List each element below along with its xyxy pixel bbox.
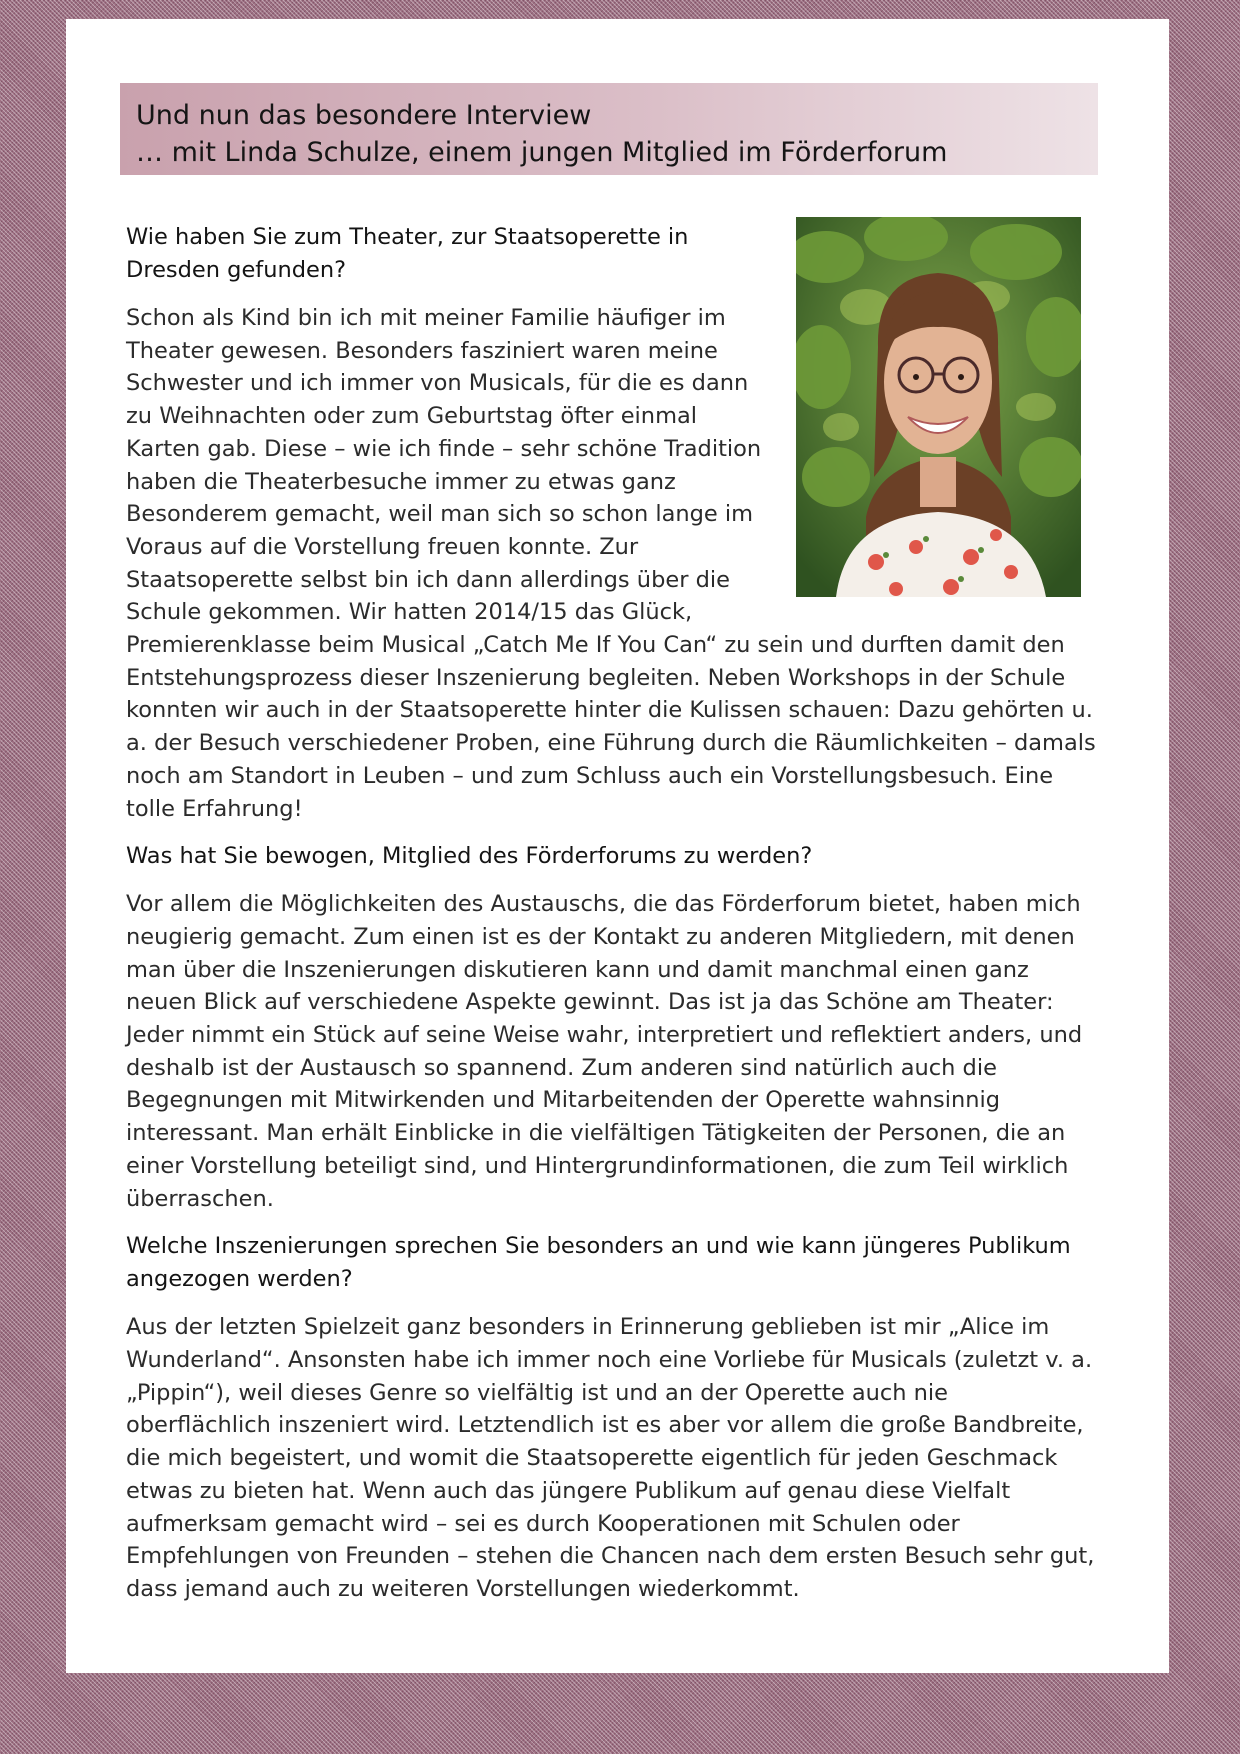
header-banner	[120, 83, 1098, 175]
portrait-photo	[796, 217, 1081, 597]
answer-1: Schon als Kind bin ich mit meiner Familie häufiger im Theater gewesen. Besonders fasziniert waren meine Schwester und ich immer von Musicals, für die es dann zu Weihnachten oder zum Geburtstag öfter einmal Karten gab. Diese – wie ich finde – sehr schöne Tradition haben die Theaterbesuche immer zu etwas ganz Besonderem gemacht, weil man sich so schon lange im Voraus auf die Vorstellung freuen konnte. Zur Staatsoperette selbst bin ich dann allerdings über die Schule gekommen. Wir hatten 2014/15 das Glück, Premierenklasse beim Musical „Catch Me If You Can“ zu sein und durften damit den Entstehungsprozess dieser Inszenierung begleiten. Neben Workshops in der Schule konnten wir auch in der Staatsoperette hinter die Kulissen schauen: Dazu gehörten u. a. der Besuch verschiedener Proben, eine Führung durch die Räumlichkeiten – damals noch am Standort in Leuben – und zum Schluss auch ein Vorstellungsbesuch. Eine tolle Erfahrung!	[126, 305, 1096, 822]
question-3: Welche Inszenierungen sprechen Sie besonders an und wie kann jüngeres Publikum angezogen werden?	[126, 1233, 1071, 1293]
interview-body	[126, 221, 1098, 1621]
question-2: Was hat Sie bewogen, Mitglied des Förderforums zu werden?	[126, 843, 813, 870]
answer-2: Vor allem die Möglichkeiten des Austauschs, die das Förderforum bietet, haben mich neugierig gemacht. Zum einen ist es der Kontakt zu anderen Mitgliedern, mit denen man über die Inszenierungen diskutieren kann und damit manchmal einen ganz neuen Blick auf verschiedene Aspekte gewinnt. Das ist ja das Schöne am Theater: Jeder nimmt ein Stück auf seine Weise wahr, interpretiert und reflektiert anders, und deshalb ist der Austausch so spannend. Zum anderen sind natürlich auch die Begegnungen mit Mitwirkenden und Mitarbeitenden der Operette wahnsinnig interessant. Man erhält Einblicke in die vielfältigen Tätigkeiten der Personen, die an einer Vorstellung beteiligt sind, und Hintergrundinformationen, die zum Teil wirklich überraschen.	[126, 891, 1083, 1212]
banner-title: Und nun das besondere Interview	[136, 100, 592, 131]
answer-3: Aus der letzten Spielzeit ganz besonders in Erinnerung geblieben ist mir „Alice im Wunderland“. Ansonsten habe ich immer noch eine Vorliebe für Musicals (zuletzt v. a. „Pippin“), weil dieses Genre so vielfältig ist und an der Operette auch nie oberflächlich inszeniert wird. Letztendlich ist es aber vor allem die große Bandbreite, die mich begeistert, und womit die Staatsoperette eigentlich für jeden Geschmack etwas zu bieten hat. Wenn auch das jüngere Publikum auf genau diese Vielfalt aufmerksam gemacht wird – sei es durch Kooperationen mit Schulen oder Empfehlungen von Freunden – stehen die Chancen nach dem ersten Besuch sehr gut, dass jemand auch zu weiteren Vorstellungen wiederkommt.	[126, 1314, 1095, 1602]
portrait-photo-icon	[796, 217, 1081, 597]
page	[66, 19, 1169, 1673]
question-1: Wie haben Sie zum Theater, zur Staatsoperette in Dresden gefunden?	[126, 224, 689, 283]
banner-subtitle: … mit Linda Schulze, einem jungen Mitglied im Förderforum	[136, 137, 948, 168]
